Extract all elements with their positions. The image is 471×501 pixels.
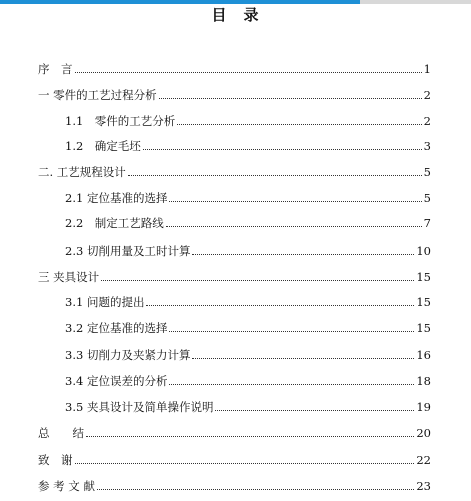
toc-entry-page: 10 (416, 244, 431, 258)
toc-entry[interactable] (38, 163, 431, 179)
toc-leader-dots (86, 435, 414, 437)
toc-leader-dots (192, 357, 414, 359)
toc-leader-dots (75, 71, 422, 73)
toc-entry-label: 三 夹具设计 (38, 270, 100, 284)
toc-leader-dots (97, 488, 414, 490)
toc-entry-label: 参 考 文 献 (38, 479, 95, 493)
toc-entry[interactable] (65, 319, 431, 335)
toc-entry[interactable] (38, 268, 431, 284)
toc-entry-page: 18 (416, 374, 431, 388)
toc-entry-page: 23 (416, 479, 431, 493)
toc-leader-dots (101, 279, 414, 281)
toc-entry[interactable] (65, 112, 431, 128)
toc-entry-label: 一 零件的工艺过程分析 (38, 88, 157, 102)
toc-entry-label: 2.3 切削用量及工时计算 (65, 244, 191, 258)
toc-entry-page: 1 (423, 62, 431, 76)
toc-entry[interactable] (38, 451, 431, 467)
toc-entry-label: 2.1 定位基准的选择 (65, 191, 168, 205)
toc-entry[interactable] (65, 137, 431, 153)
toc-entry-label: 致 谢 (38, 453, 73, 467)
toc-entry-label: 3.4 定位误差的分析 (65, 374, 168, 388)
toc-entry[interactable] (65, 398, 431, 414)
toc-leader-dots (128, 174, 422, 176)
toc-entry-page: 15 (416, 321, 431, 335)
toc-leader-dots (75, 462, 415, 464)
toc-leader-dots (169, 330, 414, 332)
toc-entry-page: 2 (423, 88, 431, 102)
toc-entry[interactable] (38, 86, 431, 102)
page-title: 目 录 (211, 6, 260, 24)
toc-entry-page: 3 (423, 139, 431, 153)
toc-entry[interactable] (65, 293, 431, 309)
toc-entry-page: 5 (423, 191, 431, 205)
toc-entry[interactable] (38, 477, 431, 493)
toc-entry[interactable] (38, 60, 431, 76)
toc-entry-page: 22 (416, 453, 431, 467)
toc-entry-label: 序 言 (38, 62, 73, 76)
toc-entry-page: 15 (416, 295, 431, 309)
toc-leader-dots (166, 225, 422, 227)
toc-entry-label: 总 结 (38, 426, 84, 440)
toc-leader-dots (159, 97, 422, 99)
toc-entry[interactable] (65, 242, 431, 258)
toc-entry-page: 19 (416, 400, 431, 414)
toc-entry-label: 2.2 制定工艺路线 (65, 216, 164, 230)
toc-leader-dots (215, 409, 414, 411)
toc-entry-page: 5 (423, 165, 431, 179)
toc-entry-page: 15 (416, 270, 431, 284)
toc-entry-label: 3.2 定位基准的选择 (65, 321, 168, 335)
toc-entry-label: 3.5 夹具设计及简单操作说明 (65, 400, 214, 414)
toc-entry-page: 20 (416, 426, 431, 440)
toc-entry[interactable] (38, 424, 431, 440)
toc-entry-page: 16 (416, 348, 431, 362)
toc-entry[interactable] (65, 214, 431, 230)
toc-entry[interactable] (65, 372, 431, 388)
toc-entry-label: 1.2 确定毛坯 (65, 139, 141, 153)
toc-entry-page: 7 (423, 216, 431, 230)
toc-entry-label: 3.1 问题的提出 (65, 295, 145, 309)
toc-entry-page: 2 (423, 114, 431, 128)
toc-entry-label: 二. 工艺规程设计 (38, 165, 126, 179)
toc-leader-dots (169, 383, 414, 385)
toc-entry[interactable] (65, 189, 431, 205)
toc-leader-dots (177, 123, 421, 125)
toc-leader-dots (143, 148, 422, 150)
toc-leader-dots (169, 200, 421, 202)
toc-leader-dots (192, 253, 414, 255)
toc-entry[interactable] (65, 346, 431, 362)
toc-leader-dots (146, 304, 414, 306)
toc-entry-label: 1.1 零件的工艺分析 (65, 114, 176, 128)
toc-entry-label: 3.3 切削力及夹紧力计算 (65, 348, 191, 362)
